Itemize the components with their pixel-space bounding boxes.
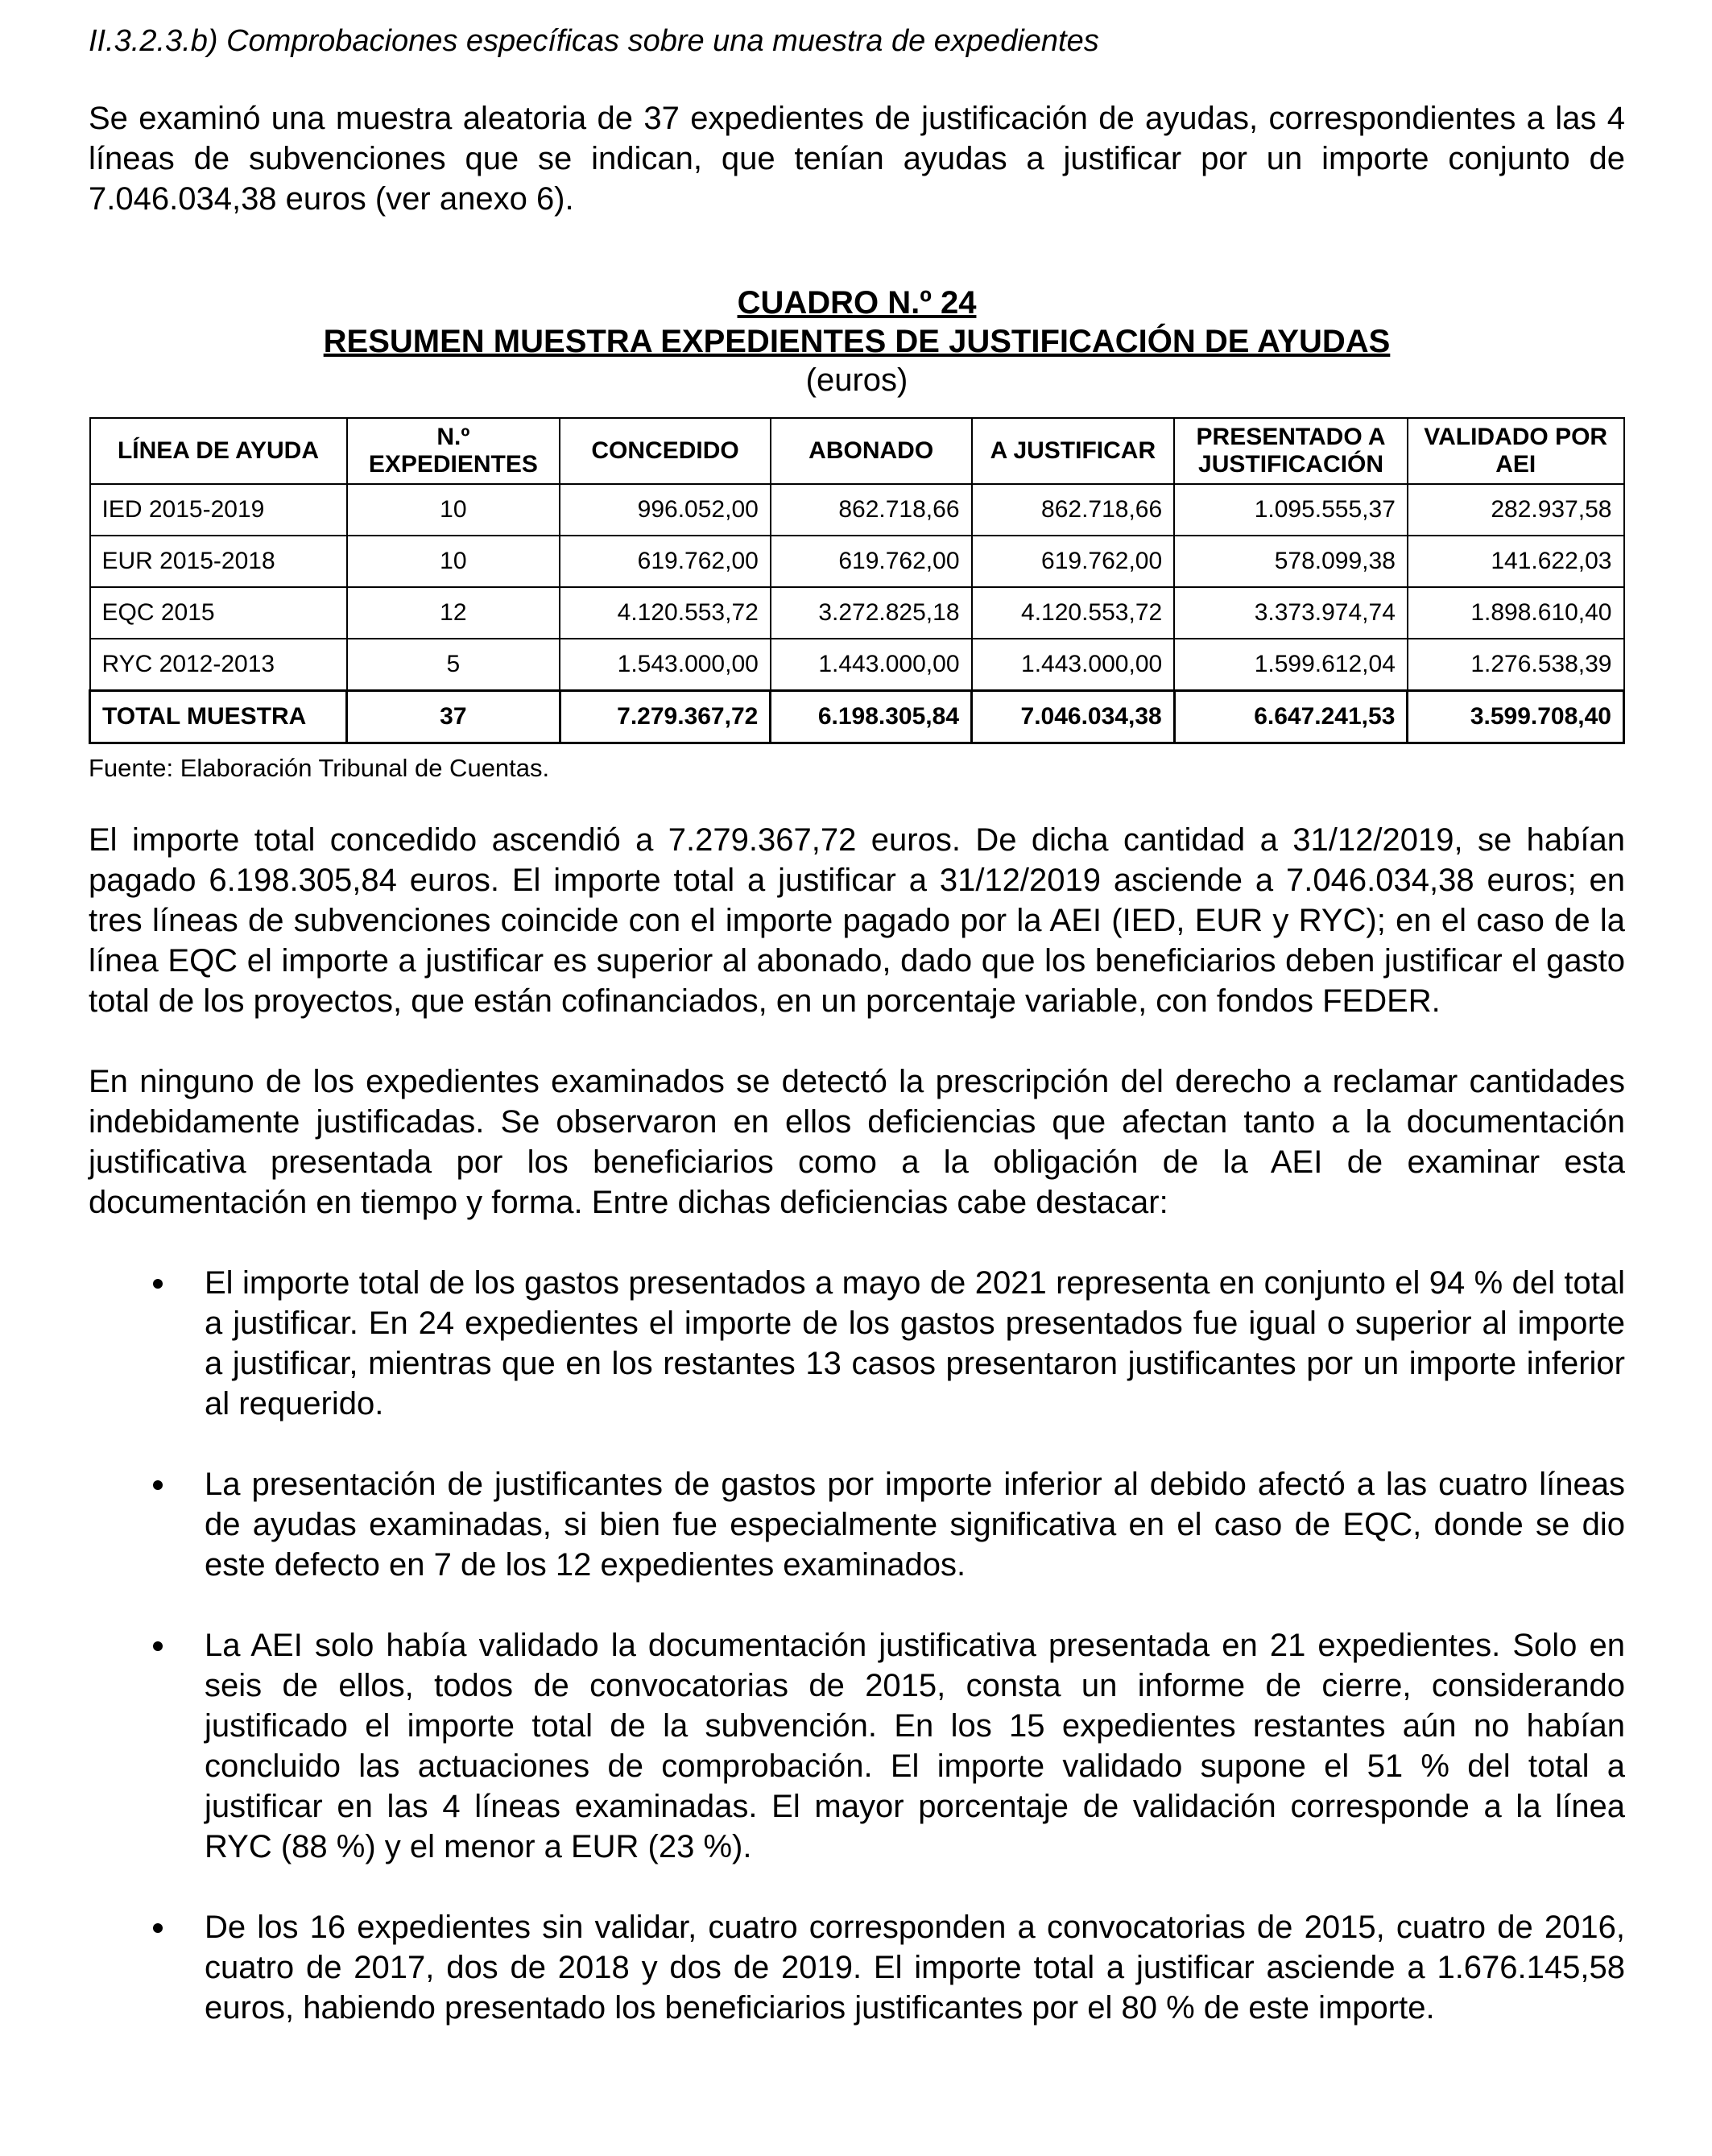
total-validado: 3.599.708,40: [1408, 691, 1624, 743]
header-a-justificar: A JUSTIFICAR: [972, 418, 1175, 484]
header-presentado: PRESENTADO A JUSTIFICACIÓN: [1174, 418, 1408, 484]
list-item: [89, 1263, 1625, 1424]
table-number: CUADRO N.º 24: [737, 285, 977, 321]
paragraph-intro: Se examinó una muestra aleatoria de 37 expedientes de justificación de ayudas, correspondientes a las 4 líneas de subvenciones que se indican, que tenían ayudas a justificar por un importe conjunto de 7.046.034,38 euros (ver anexo 6).: [89, 101, 1625, 217]
bullet-icon: [153, 1923, 163, 1933]
summary-table: [89, 417, 1625, 744]
list-item-text: El importe total de los gastos presentados a mayo de 2021 representa en conjunto el 94 % del total a justificar. En 24 expedientes el importe de los gastos presentados fue igual o superior al importe a justificar, mientras que en los restantes 13 casos presentaron justificantes por un importe inferior al requerido.: [205, 1265, 1625, 1421]
total-a-justificar: 7.046.034,38: [972, 691, 1175, 743]
cell-presentado: 578.099,38: [1174, 536, 1408, 587]
bullet-icon: [153, 1641, 163, 1651]
cell-expedientes: 5: [347, 639, 560, 691]
cell-presentado: 3.373.974,74: [1174, 587, 1408, 639]
paragraph-deficiencias: En ninguno de los expedientes examinados se detectó la prescripción del derecho a reclamar cantidades indebidamente justificadas. Se observaron en ellos deficiencias que afectan tanto a la documentación justificativa presentada por los beneficiarios como a la obligación de la AEI de examinar esta documentación en tiempo y forma. Entre dichas deficiencias cabe destacar:: [89, 1064, 1625, 1220]
cell-expedientes: 12: [347, 587, 560, 639]
table-header-row: [90, 418, 1624, 484]
list-item-text: La presentación de justificantes de gastos por importe inferior al debido afectó a las cuatro líneas de ayudas examinadas, si bien fue especialmente significativa en el caso de EQC, donde se dio este defecto en 7 de los 12 expedientes examinados.: [205, 1467, 1625, 1583]
list-item: [89, 1464, 1625, 1585]
cell-expedientes: 10: [347, 536, 560, 587]
total-concedido: 7.279.367,72: [560, 691, 771, 743]
cell-validado: 141.622,03: [1408, 536, 1624, 587]
cell-linea: EUR 2015-2018: [90, 536, 347, 587]
cell-abonado: 3.272.825,18: [771, 587, 972, 639]
cell-linea: IED 2015-2019: [90, 484, 347, 536]
cell-linea: EQC 2015: [90, 587, 347, 639]
table-caption: [89, 283, 1625, 399]
table-source: Fuente: Elaboración Tribunal de Cuentas.: [89, 754, 550, 782]
table-row: [90, 639, 1624, 691]
header-validado: VALIDADO POR AEI: [1408, 418, 1624, 484]
cell-presentado: 1.095.555,37: [1174, 484, 1408, 536]
list-item-text: De los 16 expedientes sin validar, cuatro corresponden a convocatorias de 2015, cuatro de 2016, cuatro de 2017, dos de 2018 y dos de 2019. El importe total a justificar asciende a 1.676.145,58 euros, habiendo presentado los beneficiarios justificantes por el 80 % de este importe.: [205, 1910, 1625, 2026]
cell-abonado: 1.443.000,00: [771, 639, 972, 691]
table-total-row: [90, 691, 1624, 743]
table-row: [90, 484, 1624, 536]
table-row: [90, 536, 1624, 587]
document-page: [89, 19, 1625, 2068]
total-abonado: 6.198.305,84: [771, 691, 972, 743]
cell-abonado: 619.762,00: [771, 536, 972, 587]
bullet-icon: [153, 1480, 163, 1490]
cell-concedido: 4.120.553,72: [560, 587, 771, 639]
total-label: TOTAL MUESTRA: [90, 691, 347, 743]
deficiencies-list: [89, 1263, 1625, 2028]
cell-a-justificar: 1.443.000,00: [972, 639, 1175, 691]
table-row: [90, 587, 1624, 639]
cell-a-justificar: 4.120.553,72: [972, 587, 1175, 639]
cell-validado: 282.937,58: [1408, 484, 1624, 536]
cell-expedientes: 10: [347, 484, 560, 536]
paragraph-importe: El importe total concedido ascendió a 7.279.367,72 euros. De dicha cantidad a 31/12/2019, se habían pagado 6.198.305,84 euros. El importe total a justificar a 31/12/2019 asciende a 7.046.034,38 euros; en tres líneas de subvenciones coincide con el importe pagado por la AEI (IED, EUR y RYC); en el caso de la línea EQC el importe a justificar es superior al abonado, dado que los beneficiarios deben justificar el gasto total de los proyectos, que están cofinanciados, en un porcentaje variable, con fondos FEDER.: [89, 822, 1625, 1019]
bullet-icon: [153, 1279, 163, 1289]
section-heading: II.3.2.3.b) Comprobaciones específicas sobre una muestra de expedientes: [89, 24, 1099, 58]
header-expedientes: N.º EXPEDIENTES: [347, 418, 560, 484]
header-abonado: ABONADO: [771, 418, 972, 484]
cell-abonado: 862.718,66: [771, 484, 972, 536]
total-expedientes: 37: [347, 691, 560, 743]
cell-concedido: 619.762,00: [560, 536, 771, 587]
cell-validado: 1.276.538,39: [1408, 639, 1624, 691]
total-presentado: 6.647.241,53: [1174, 691, 1408, 743]
cell-linea: RYC 2012-2013: [90, 639, 347, 691]
cell-validado: 1.898.610,40: [1408, 587, 1624, 639]
header-linea: LÍNEA DE AYUDA: [90, 418, 347, 484]
cell-presentado: 1.599.612,04: [1174, 639, 1408, 691]
cell-a-justificar: 619.762,00: [972, 536, 1175, 587]
table-title: RESUMEN MUESTRA EXPEDIENTES DE JUSTIFICACIÓN DE AYUDAS: [323, 324, 1391, 359]
list-item: [89, 1907, 1625, 2028]
cell-a-justificar: 862.718,66: [972, 484, 1175, 536]
cell-concedido: 1.543.000,00: [560, 639, 771, 691]
table-unit: (euros): [805, 362, 908, 398]
header-concedido: CONCEDIDO: [560, 418, 771, 484]
list-item: [89, 1625, 1625, 1867]
list-item-text: La AEI solo había validado la documentación justificativa presentada en 21 expedientes. Solo en seis de ellos, todos de convocatorias de 2015, consta un informe de cierre, considerando justificado el importe total de la subvención. En los 15 expedientes restantes aún no habían concluido las actuaciones de comprobación. El importe validado supone el 51 % del total a justificar en las 4 líneas examinadas. El mayor porcentaje de validación corresponde a la línea RYC (88 %) y el menor a EUR (23 %).: [205, 1628, 1625, 1864]
cell-concedido: 996.052,00: [560, 484, 771, 536]
